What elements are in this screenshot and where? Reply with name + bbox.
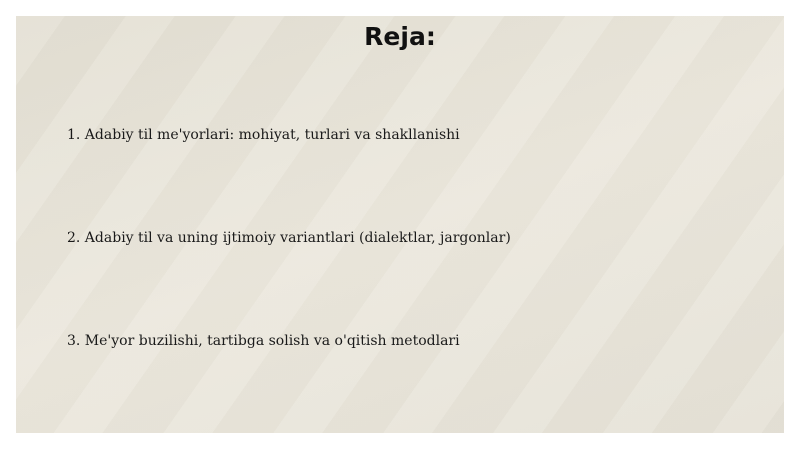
slide-title: Reja: [364, 22, 436, 51]
plan-item-2: 2. Adabiy til va uning ijtimoiy variantlari (dialektlar, jargonlar) [67, 230, 511, 246]
slide [16, 16, 784, 433]
plan-item-3: 3. Me'yor buzilishi, tartibga solish va o'qitish metodlari [67, 333, 460, 349]
plan-item-1: 1. Adabiy til me'yorlari: mohiyat, turlari va shakllanishi [67, 127, 460, 143]
